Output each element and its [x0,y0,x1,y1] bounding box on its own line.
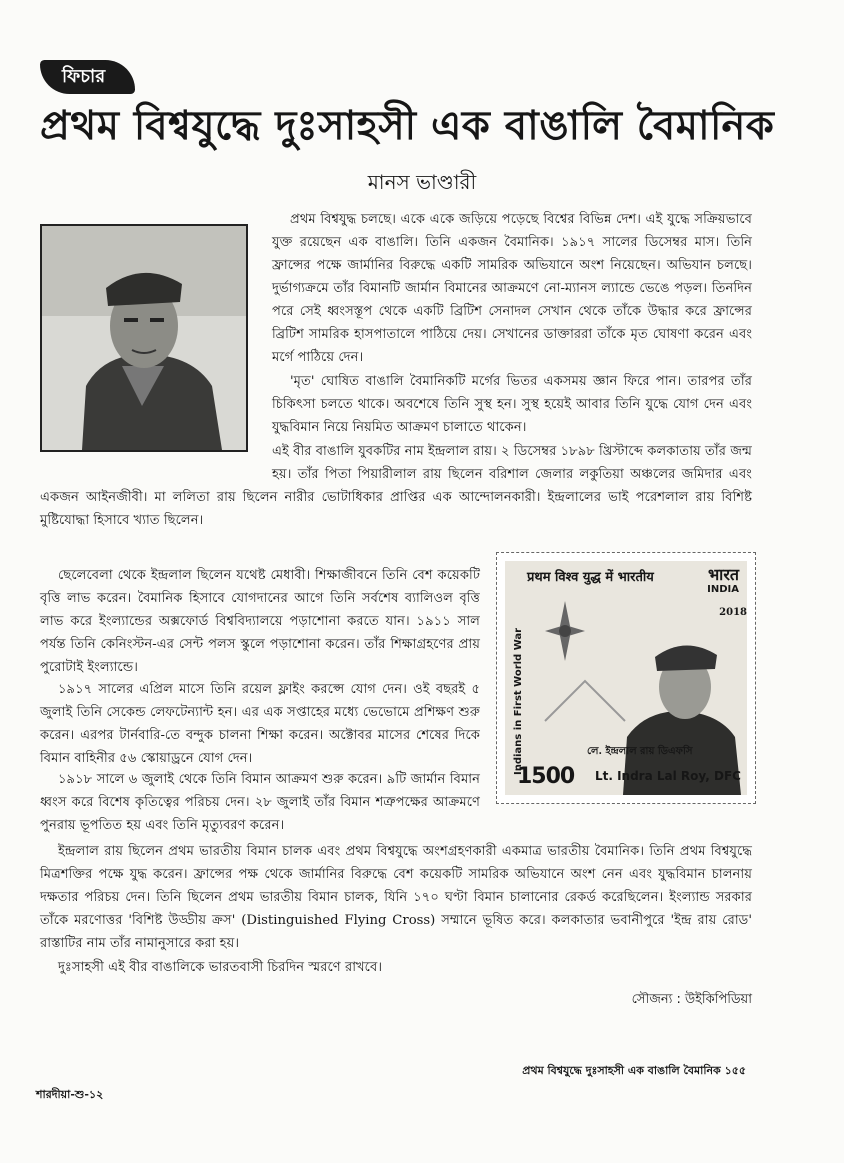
paragraph-8: দুঃসাহসী এই বীর বাঙালিকে ভারতবাসী চিরদিন স্মরণে রাখবে। [58,960,383,975]
stamp-country [707,563,739,595]
paragraph-7: ইন্দ্রলাল রায় ছিলেন প্রথম ভারতীয় বিমান চালক এবং প্রথম বিশ্বযুদ্ধে অংশগ্রহণকারী একমাত্র ভারতীয় বৈমানিক। তিনি প্রথম বিশ্বযুদ্ধে মিত্রশক্তির পক্ষে যুদ্ধ করেন। ফ্রান্সের পক্ষ থেকে জার্মানির বিরুদ্ধে বেশ কয়েকটি সামরিক অভিযানে অংশ নেন এবং যুদ্ধবিমান চালনায় দক্ষতার পরিচয় দেন। তিনি ছিলেন প্রথম ভারতীয় বিমান চালক, যিনি ১৭০ ঘণ্টা বিমান চালানোর রেকর্ড করেছিলেন। ইংল্যান্ড সরকার তাঁকে মরণোত্তর 'বিশিষ্ট উড্ডীয় ক্রস' (Distinguished Flying Cross) সম্মানে ভূষিত করে। কলকাতার ভবানীপুরে 'ইন্দ্র রায় রোড' রাস্তাটির নাম তাঁর নামানুসারে করা হয়। [40,844,752,951]
courtesy-credit: সৌজন্য : উইকিপিডিয়া [631,992,752,1007]
portrait-photo [40,224,248,452]
article-title: প্রথম বিশ্বযুদ্ধে দুঃসাহসী এক বাঙালি বৈমানিক [40,103,775,149]
paragraph-3-text: এই বীর বাঙালি যুবকটির নাম ইন্দ্রলাল রায়। ২ ডিসেম্বর ১৮৯৮ খ্রিস্টাব্দে কলকাতায় তাঁর জন্ম হয়। তাঁর পিতা পিয়ারীলাল রায় ছিলেন বরিশাল জেলার লকুতিয়া অঞ্চলের জমিদার এবং একজন আইনজীবী। মা ললিতা রায় ছিলেন নারীর ভোটাধিকার প্রাপ্তির এক আন্দোলনকারী। ইন্দ্রলালের ভাই পরেশলাল রায় বিশিষ্ট মুষ্টিযোদ্ধা হিসাবে খ্যাত ছিলেন। [40,444,752,528]
paragraph-6: ১৯১৮ সালে ৬ জুলাই থেকে তিনি বিমান আক্রমণ শুরু করেন। ৯টি জার্মান বিমান ধ্বংস করে বিশেষ কৃতিত্বের পরিচয় দেন। ২৮ জুলাই তাঁর বিমান শত্রুপক্ষের আক্রমণে পুনরায় ভূপতিত হয় এবং তিনি মৃত্যুবরণ করেন। [40,772,480,833]
paragraph-3 [40,440,752,532]
stamp-name-english: Lt. Indra Lal Roy, DFC [594,769,741,783]
stamp-year: 2018 [719,607,747,618]
stamp-value: 1500 [517,764,575,789]
running-footer-title: প্রথম বিশ্বযুদ্ধে দুঃসাহসী এক বাঙালি বৈমানিক ১৫৫ [522,1064,746,1077]
photo-wrap-spacer [40,440,272,486]
portrait-image [42,226,246,450]
stamp-vertical-text: Indians in First World War [513,627,524,775]
paragraph-2: 'মৃত' ঘোষিত বাঙালি বৈমানিকটি মর্গের ভিতর একসময় জ্ঞান ফিরে পান। তারপর তাঁর চিকিৎসা চলতে থাকে। অবশেষে তিনি সুস্থ হন। সুস্থ হয়েই আবার তিনি যুদ্ধে যোগ দেন এবং যুদ্ধবিমান নিয়ে নিয়মিত আক্রমণ চালাতে থাকেন। [272,374,752,435]
paragraph-1: প্রথম বিশ্বযুদ্ধ চলছে। একে একে জড়িয়ে পড়েছে বিশ্বের বিভিন্ন দেশ। এই যুদ্ধে সক্রিয়ভাবে যুক্ত রয়েছেন এক বাঙালি। তিনি একজন বৈমানিক। ১৯১৭ সালের ডিসেম্বর মাস। তিনি ফ্রান্সের পক্ষে জার্মানির বিরুদ্ধে একটি সামরিক অভিযানে অংশ নিয়েছেন। অভিযান চলছে। দুর্ভাগ্যক্রমে তাঁর বিমানটি জার্মান বিমানের আক্রমণে নো-ম্যানস ল্যান্ডে ভেঙে পড়ল। তিনদিন পরে সেই ধ্বংসস্তূপ থেকে একটি ব্রিটিশ সেনাদল সেখান থেকে তাঁকে উদ্ধার করে ফ্রান্সের ব্রিটিশ সামরিক হাসপাতালে পাঠিয়ে দেয়। সেখানের ডাক্তাররা তাঁকে মৃত ঘোষণা করেন এবং মর্গে পাঠিয়ে দেন। [272,212,752,365]
footer-page-code: শারদীয়া-শু-১২ [36,1088,104,1101]
author-name: মানস ভাণ্ডারী [367,170,477,194]
feature-badge: ফিচার [40,60,135,94]
stamp-country-english: INDIA [707,584,739,595]
paragraph-5: ১৯১৭ সালের এপ্রিল মাসে তিনি রয়েল ফ্লাইং করপ্সে যোগ দেন। ওই বছরই ৫ জুলাই তিনি সেকেন্ড লেফটেন্যান্ট হন। এর এক সপ্তাহের মধ্যে ভেভোমে প্রশিক্ষণ শুরু করেন। এরপর টার্নবারি-তে বন্দুক চালনা শিক্ষা করেন। অক্টোবর মাসের শেষের দিকে বিমান বাহিনীর ৫৬ স্কোয়াড্রনে যোগ দেন। [40,682,480,766]
stamp-heading: प्रथम विश्व युद्ध में भारतीय [527,570,654,585]
postage-stamp [496,552,756,804]
stamp-name-bengali: লে. ইন্দ্রলাল রায় ডিএফসি [587,746,693,757]
paragraph-4: ছেলেবেলা থেকে ইন্দ্রলাল ছিলেন যথেষ্ট মেধাবী। শিক্ষাজীবনে তিনি বেশ কয়েকটি বৃত্তি লাভ করেন। বৈমানিক হিসাবে যোগদানের আগে তিনি সর্বশেষ ব্যালিওল বৃত্তি লাভ করে ইংল্যান্ডের অক্সফোর্ড বিশ্ববিদ্যালয়ে পড়াশোনা করতে যান। ১৯১১ সাল পর্যন্ত তিনি কেনিংস্টন-এর সেন্ট পলস স্কুলে পড়াশোনা করেন। তাঁর শিক্ষাগ্রহণের প্রায় পুরোটাই ইংল্যান্ডে। [40,568,480,675]
stamp-country-hindi: भारत [707,565,739,584]
